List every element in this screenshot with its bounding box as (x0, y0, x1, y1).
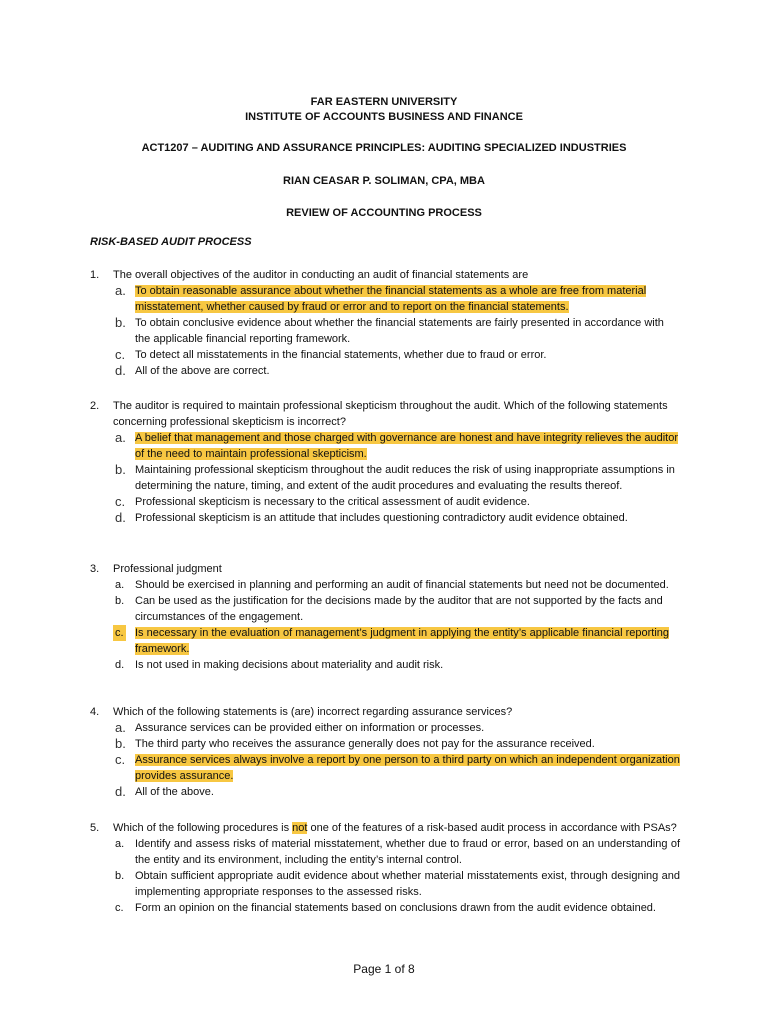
option-text-highlighted: Is necessary in the evaluation of management’s judgment in applying the entity’s applicable financial reporting framework. (135, 627, 670, 655)
option-text: To detect all misstatements in the financial statements, whether due to fraud or error. (135, 349, 547, 361)
question-text: The overall objectives of the auditor in conducting an audit of financial statements are (113, 269, 529, 281)
option-text: Assurance services can be provided either on information or processes. (135, 722, 485, 734)
option-letter: b. (115, 595, 125, 607)
option-text-highlighted: A belief that management and those charged with governance are honest and have integrity relieves the auditor of the need to maintain professional skepticism. (135, 432, 679, 460)
option-c (113, 625, 680, 657)
option-letter: c. (115, 902, 124, 914)
option-letter: d. (115, 659, 125, 671)
option-list (113, 283, 680, 379)
option-d (113, 657, 680, 673)
option-letter: d. (115, 784, 126, 799)
question-5 (90, 820, 680, 916)
option-text: Can be used as the justification for the decisions made by the auditor that are not supported by the facts and circumstances of the engagement. (135, 595, 663, 623)
option-letter: b. (115, 315, 126, 330)
option-a (113, 577, 680, 593)
course-title: ACT1207 – AUDITING AND ASSURANCE PRINCIPLES: AUDITING SPECIALIZED INDUSTRIES (141, 142, 627, 154)
option-b (113, 593, 680, 625)
option-text: Maintaining professional skepticism throughout the audit reduces the risk of using inappropriate assumptions in determining the nature, timing, and extent of the audit procedures and evaluating the results thereof. (135, 464, 675, 492)
question-text: The auditor is required to maintain professional skepticism throughout the audit. Which of the following statements concerning professional skepticism is incorrect? (113, 400, 668, 428)
question-2 (90, 398, 680, 526)
option-letter: d. (115, 510, 126, 525)
option-list (113, 836, 680, 916)
question-text: Professional judgment (113, 563, 222, 575)
question-text-before: Which of the following procedures is (113, 822, 293, 834)
option-c (113, 900, 680, 916)
option-letter: c. (115, 627, 124, 639)
question-3 (90, 561, 680, 673)
question-number: 1. (90, 269, 100, 281)
option-list (113, 577, 680, 673)
topic-title: REVIEW OF ACCOUNTING PROCESS (286, 207, 482, 219)
question-text (113, 820, 680, 836)
option-text: Identify and assess risks of material misstatement, whether due to fraud or error, based on an understanding of the entity and its environment, including the entity’s internal control. (135, 838, 680, 866)
question-4 (90, 704, 680, 800)
option-text: Should be exercised in planning and performing an audit of financial statements but need not be documented. (135, 579, 669, 591)
option-letter: a. (115, 838, 125, 850)
section-title: RISK-BASED AUDIT PROCESS (90, 236, 252, 248)
option-text: Is not used in making decisions about materiality and audit risk. (135, 659, 444, 671)
option-text: Professional skepticism is necessary to the critical assessment of audit evidence. (135, 496, 530, 508)
option-c (113, 347, 680, 363)
page-number: Page 1 of 8 (353, 962, 415, 976)
option-text-highlighted: To obtain reasonable assurance about whether the financial statements as a whole are free from material misstatement, whether caused by fraud or error and to report on the financial statements. (135, 285, 647, 313)
option-a (113, 283, 680, 315)
option-b (113, 315, 680, 347)
option-text: The third party who receives the assurance generally does not pay for the assurance received. (135, 738, 595, 750)
option-letter: a. (115, 579, 125, 591)
option-letter: a. (115, 720, 126, 735)
option-d (113, 784, 680, 800)
option-text-highlighted: Assurance services always involve a report by one person to a third party on which an independent organization provides assurance. (135, 754, 680, 782)
option-b (113, 736, 680, 752)
question-text: Which of the following statements is (are) incorrect regarding assurance services? (113, 706, 513, 718)
question-emphasis-not: not (292, 822, 308, 834)
option-a (113, 720, 680, 736)
option-c (113, 752, 680, 784)
option-letter: b. (115, 462, 126, 477)
question-number: 3. (90, 563, 100, 575)
question-1 (90, 267, 680, 379)
option-text: To obtain conclusive evidence about whether the financial statements are fairly presented in accordance with the applicable financial reporting framework. (135, 317, 664, 345)
option-d (113, 363, 680, 379)
option-letter: c. (115, 494, 126, 509)
option-a (113, 836, 680, 868)
option-text: Professional skepticism is an attitude that includes questioning contradictory audit evidence obtained. (135, 512, 628, 524)
question-text-after: one of the features of a risk-based audit process in accordance with PSAs? (307, 822, 677, 834)
option-letter: c. (115, 752, 126, 767)
question-number: 2. (90, 400, 100, 412)
option-b (113, 868, 680, 900)
option-text: Form an opinion on the financial statements based on conclusions drawn from the audit evidence obtained. (135, 902, 656, 914)
option-d (113, 510, 680, 526)
option-list (113, 720, 680, 800)
option-list (113, 430, 680, 526)
university-name: FAR EASTERN UNIVERSITY (310, 96, 458, 108)
question-number: 4. (90, 706, 100, 718)
option-a (113, 430, 680, 462)
option-letter: b. (115, 870, 125, 882)
option-letter: b. (115, 736, 126, 751)
option-letter: a. (115, 430, 126, 445)
option-c (113, 494, 680, 510)
option-letter: a. (115, 283, 126, 298)
option-text: All of the above are correct. (135, 365, 270, 377)
option-b (113, 462, 680, 494)
option-text: Obtain sufficient appropriate audit evidence about whether material misstatements exist, through designing and implementing appropriate responses to the assessed risks. (135, 870, 680, 898)
question-number: 5. (90, 822, 100, 834)
instructor-name: RIAN CEASAR P. SOLIMAN, CPA, MBA (283, 175, 485, 187)
option-text: All of the above. (135, 786, 214, 798)
option-letter: d. (115, 363, 126, 378)
option-letter: c. (115, 347, 126, 362)
institute-name: INSTITUTE OF ACCOUNTS BUSINESS AND FINANCE (245, 111, 523, 123)
